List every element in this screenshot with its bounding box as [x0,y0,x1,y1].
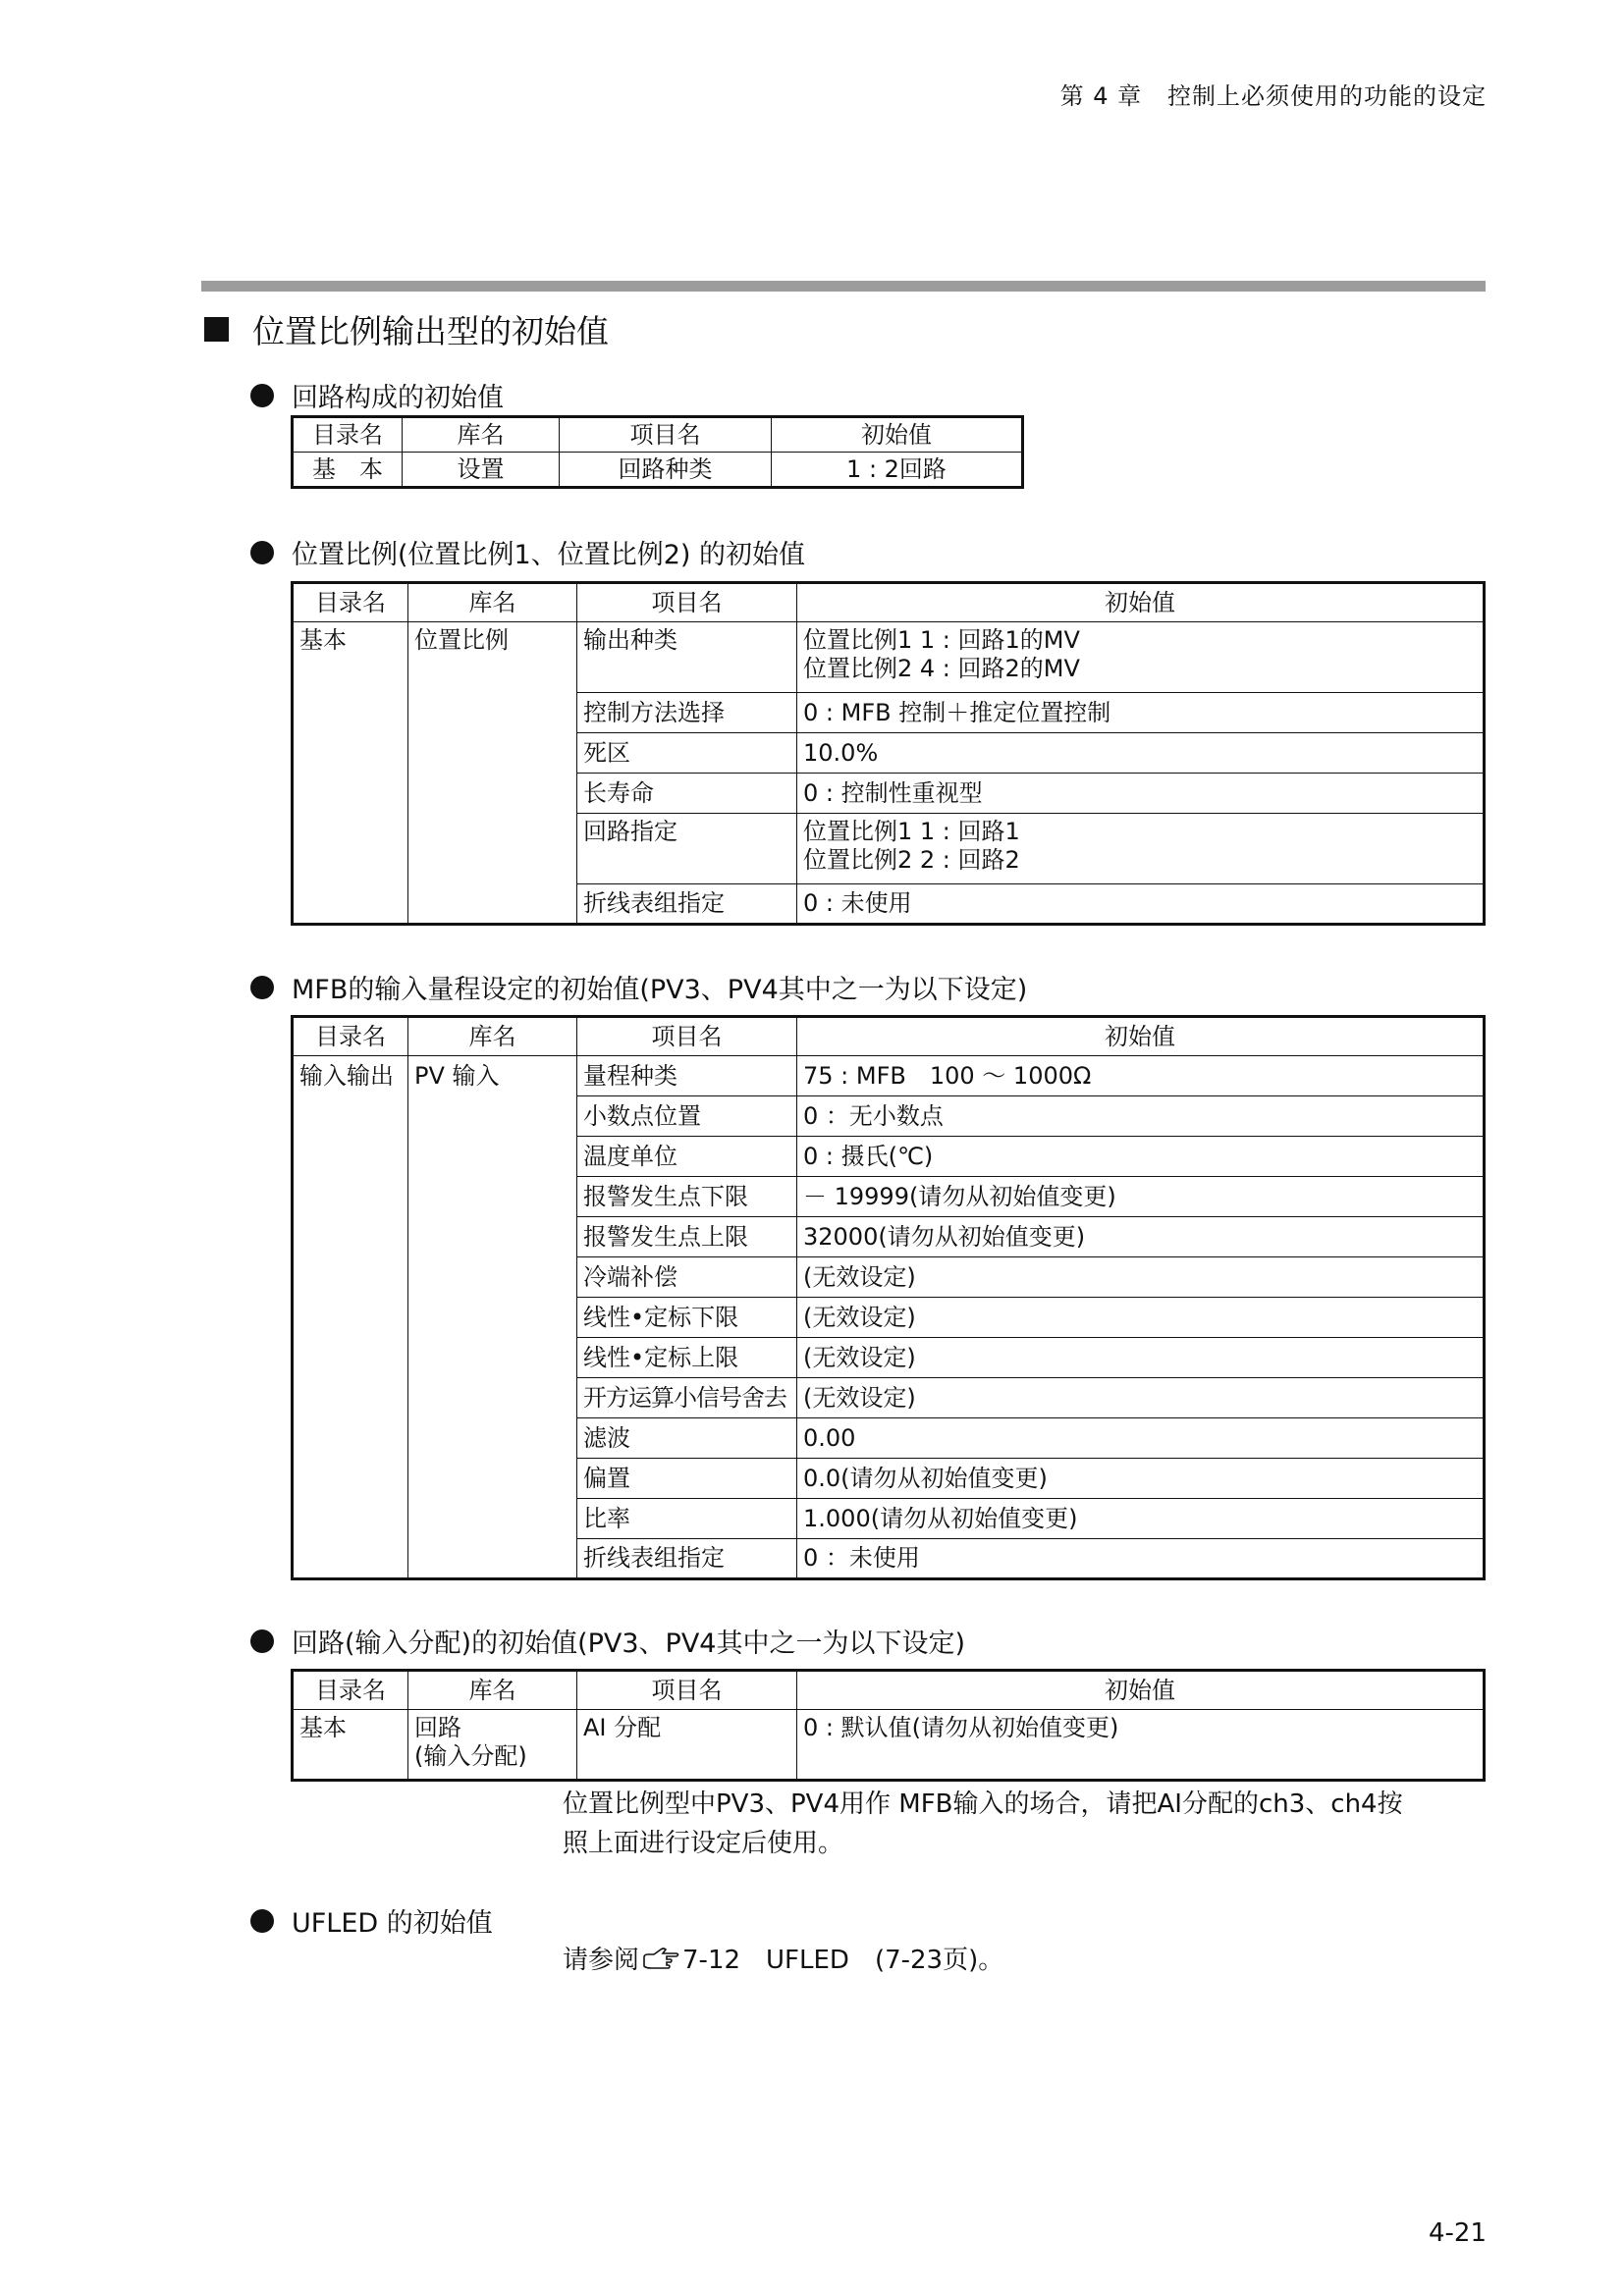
value-cell: 75 : MFB 100 ～ 1000Ω [797,1056,1485,1096]
value-cell: 0 : 默认值(请勿从初始值变更) [797,1710,1485,1781]
loop-input-heading-text: 回路(输入分配)的初始值(PV3、PV4其中之一为以下设定) [292,1629,965,1659]
header-cell: 目录名 [293,1671,408,1710]
value-line: 位置比例1 1 : 回路1 [803,818,1020,845]
header-cell: 库名 [403,417,560,453]
ref-prefix: 请参阅 [563,1946,640,1975]
item-cell: 滤波 [577,1418,797,1459]
value-cell: 32000(请勿从初始值变更) [797,1217,1485,1257]
table-row [293,622,1485,693]
value-cell: (无效设定) [797,1378,1485,1418]
item-cell: 死区 [577,733,797,774]
value-cell: － 19999(请勿从初始值变更) [797,1177,1485,1217]
pointing-hand-icon [641,1945,680,1984]
header-cell: 初始值 [797,1671,1485,1710]
item-cell: 温度单位 [577,1137,797,1177]
header-cell: 初始值 [797,583,1485,622]
position-prop-table [291,581,1486,926]
page-number: 4-21 [1428,2218,1487,2248]
value-cell: 0 : 未使用 [797,884,1485,925]
chapter-label: 第 4 章 [1059,82,1143,110]
catalog-cell: 输入输出 [293,1056,408,1579]
item-cell: 折线表组指定 [577,1539,797,1579]
header-cell: 库名 [408,583,577,622]
note-line: 位置比例型中PV3、PV4用作 MFB输入的场合，请把AI分配的ch3、ch4按 [563,1789,1403,1819]
item-cell: 冷端补偿 [577,1257,797,1298]
header-cell: 库名 [408,1017,577,1056]
value-cell: 0.00 [797,1418,1485,1459]
ufled-reference [563,1941,1003,1984]
square-bullet-icon [204,317,229,342]
note-line: 照上面进行设定后使用。 [563,1829,844,1858]
value-cell: 0 ：无小数点 [797,1096,1485,1137]
header-cell: 项目名 [577,1017,797,1056]
position-prop-heading [250,533,805,571]
table-header-row [293,583,1485,622]
header-cell: 初始值 [797,1017,1485,1056]
value-cell [797,622,1485,693]
value-cell: (无效设定) [797,1338,1485,1378]
value-cell: 0 ：未使用 [797,1539,1485,1579]
table-cell: 设置 [403,453,560,488]
item-cell: 量程种类 [577,1056,797,1096]
section-title-text: 位置比例输出型的初始值 [252,312,609,350]
loop-config-heading-text: 回路构成的初始值 [292,383,504,413]
item-cell: 控制方法选择 [577,693,797,733]
value-cell: 0 : MFB 控制＋推定位置控制 [797,693,1485,733]
header-cell: 库名 [408,1671,577,1710]
item-cell: 报警发生点下限 [577,1177,797,1217]
table-row [293,1710,1485,1781]
header-cell: 初始值 [772,417,1023,453]
library-cell: PV 输入 [408,1056,577,1579]
table-header-row [293,1671,1485,1710]
ref-text: 7-12 UFLED (7-23页)。 [682,1946,1004,1975]
value-line: 位置比例2 4 : 回路2的MV [803,655,1080,682]
value-cell: 0 : 摄氏(℃) [797,1137,1485,1177]
bullet-dot-icon [250,976,274,999]
bullet-dot-icon [250,384,274,407]
value-line: 位置比例2 2 : 回路2 [803,846,1020,874]
loop-input-table [291,1669,1486,1782]
item-cell: 折线表组指定 [577,884,797,925]
item-cell: 线性•定标下限 [577,1298,797,1338]
table-header-row [293,1017,1485,1056]
header-cell: 项目名 [577,1671,797,1710]
header-cell: 目录名 [293,1017,408,1056]
running-header [1060,77,1487,111]
bullet-dot-icon [250,1629,274,1653]
header-cell: 项目名 [560,417,772,453]
library-cell [408,1710,577,1781]
table-cell: 1 : 2回路 [772,453,1023,488]
ufled-heading-text: UFLED 的初始值 [292,1908,493,1939]
value-cell [797,814,1485,884]
item-cell: 偏置 [577,1459,797,1499]
value-cell: 0 : 控制性重视型 [797,774,1485,814]
table-cell: 回路种类 [560,453,772,488]
chapter-title: 控制上必须使用的功能的设定 [1167,82,1487,110]
value-cell: (无效设定) [797,1257,1485,1298]
position-prop-heading-text: 位置比例(位置比例1、位置比例2) 的初始值 [292,540,806,570]
item-cell: 线性•定标上限 [577,1338,797,1378]
loop-config-table [291,415,1024,489]
item-cell: AI 分配 [577,1710,797,1781]
table-cell: 基 本 [293,453,403,488]
ufled-heading [250,1901,493,1940]
library-line: (输入分配) [414,1742,527,1770]
value-cell: 1.000(请勿从初始值变更) [797,1499,1485,1539]
mfb-heading [250,968,1027,1006]
table-row [293,453,1023,488]
loop-input-heading [250,1622,965,1660]
value-line: 位置比例1 1 : 回路1的MV [803,626,1080,654]
item-cell: 回路指定 [577,814,797,884]
header-cell: 目录名 [293,417,403,453]
header-cell: 目录名 [293,583,408,622]
library-line: 回路 [414,1714,461,1741]
table-row [293,1056,1485,1096]
table-header-row [293,417,1023,453]
section-rule [201,281,1486,292]
item-cell: 输出种类 [577,622,797,693]
value-cell: 0.0(请勿从初始值变更) [797,1459,1485,1499]
loop-config-heading [250,376,504,414]
value-cell: 10.0% [797,733,1485,774]
item-cell: 比率 [577,1499,797,1539]
bullet-dot-icon [250,1909,274,1933]
mfb-heading-text: MFB的输入量程设定的初始值(PV3、PV4其中之一为以下设定) [292,975,1028,1005]
catalog-cell: 基本 [293,622,408,925]
catalog-cell: 基本 [293,1710,408,1781]
loop-input-note [563,1785,1403,1863]
header-cell: 项目名 [577,583,797,622]
bullet-dot-icon [250,541,274,564]
item-cell: 长寿命 [577,774,797,814]
item-cell: 报警发生点上限 [577,1217,797,1257]
item-cell: 开方运算小信号舍去 [577,1378,797,1418]
mfb-table [291,1015,1486,1580]
value-cell: (无效设定) [797,1298,1485,1338]
item-cell: 小数点位置 [577,1096,797,1137]
library-cell: 位置比例 [408,622,577,925]
section-title [204,306,609,352]
